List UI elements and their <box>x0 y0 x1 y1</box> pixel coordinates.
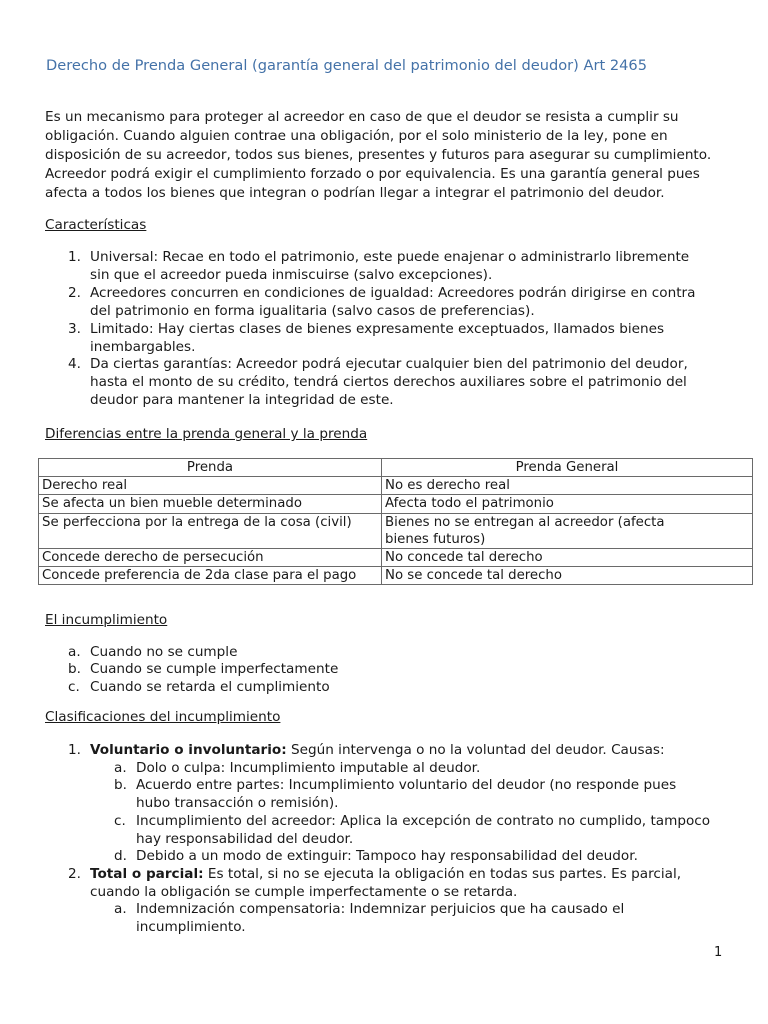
list-item <box>68 661 735 678</box>
caracteristicas-title: Características <box>45 217 147 233</box>
list-item-text: Cuando se retarda el cumplimiento <box>90 678 330 695</box>
list-marker: 2. <box>68 865 81 882</box>
list-item-text: Indemnización compensatoria: Indemnizar perjuicios que ha causado el incumplimiento. <box>136 901 625 936</box>
list-item-text: Acuerdo entre partes: Incumplimiento voluntario del deudor (no responde pues hubo transacción o remisión). <box>136 777 677 812</box>
caracteristicas-list <box>68 249 735 410</box>
list-marker: b. <box>114 777 127 794</box>
list-item <box>68 865 735 937</box>
diferencias-title: Diferencias entre la prenda general y la prenda <box>45 426 368 442</box>
list-item-text: Limitado: Hay ciertas clases de bienes expresamente exceptuados, llamados bienes inembargables. <box>90 320 665 355</box>
list-item-text: Cuando se cumple imperfectamente <box>90 661 339 678</box>
sub-list-item <box>114 901 735 936</box>
list-marker: 4. <box>68 356 81 373</box>
list-item-bold-label: Total o parcial: <box>90 865 204 882</box>
table-row <box>39 567 753 585</box>
list-item-text: Según intervenga o no la voluntad del deudor. Causas: <box>286 742 665 758</box>
list-marker: a. <box>114 759 127 776</box>
list-item-text: Da ciertas garantías: Acreedor podrá ejecutar cualquier bien del patrimonio del deudor, hasta el monto de su crédito, tendrá ciertos derechos auxiliares sobre el patrimonio del deudor para mantener la integridad de este. <box>90 356 688 409</box>
list-item <box>68 320 735 357</box>
page-number: 1 <box>714 945 723 960</box>
table-cell: Concede preferencia de 2da clase para el pago <box>39 567 382 585</box>
table-cell: No es derecho real <box>382 477 753 495</box>
list-item-text: Universal: Recae en todo el patrimonio, este puede enajenar o administrarlo libremente sin que el acreedor pueda inmiscuirse (salvo excepciones). <box>90 249 690 283</box>
table-header-row <box>39 459 753 477</box>
table-cell: Concede derecho de persecución <box>39 549 382 567</box>
table-row <box>39 495 753 513</box>
list-item <box>68 249 735 285</box>
sub-list-item <box>114 777 735 812</box>
list-item <box>68 644 735 661</box>
list-item-text: Dolo o culpa: Incumplimiento imputable al deudor. <box>136 759 481 776</box>
list-item-text: Cuando no se cumple <box>90 644 238 660</box>
list-marker: d. <box>114 848 127 865</box>
list-marker: a. <box>68 644 81 660</box>
table-cell: Se afecta un bien mueble determinado <box>39 495 382 513</box>
list-marker: b. <box>68 661 81 678</box>
list-item-text: Acreedores concurren en condiciones de igualdad: Acreedores podrán dirigirse en contra del patrimonio en forma igualitaria (salvo casos de preferencias). <box>90 284 696 319</box>
table-row <box>39 513 753 548</box>
list-item-text: Debido a un modo de extinguir: Tampoco hay responsabilidad del deudor. <box>136 848 638 865</box>
sub-list <box>90 901 735 936</box>
list-item-text: Incumplimiento del acreedor: Aplica la excepción de contrato no cumplido, tampoco hay responsabilidad del deudor. <box>136 812 711 847</box>
list-marker: c. <box>68 678 80 695</box>
document-heading: Derecho de Prenda General (garantía general del patrimonio del deudor) Art 2465 <box>46 57 647 74</box>
intro-paragraph: Es un mecanismo para proteger al acreedor en caso de que el deudor se resista a cumplir su obligación. Cuando alguien contrae una obligación, por el solo ministerio de la ley, pone en disposición de su acreedor, todos sus bienes, presentes y futuros para asegurar su cumplimiento. Acreedor podrá exigir el cumplimiento forzado o por equivalencia. Es una garantía general pues afecta a todos los bienes que integran o podrían llegar a integrar el patrimonio del deudor. <box>45 109 712 202</box>
incumplimiento-list <box>68 644 735 696</box>
clasificaciones-title: Clasificaciones del incumplimiento <box>45 709 281 725</box>
table-cell: No se concede tal derecho <box>382 567 753 585</box>
sub-list <box>90 760 735 866</box>
sub-list-item <box>114 848 735 866</box>
sub-list-item <box>114 812 735 848</box>
incumplimiento-title: El incumplimiento <box>45 612 168 628</box>
table-cell: Se perfecciona por la entrega de la cosa (civil) <box>39 513 382 548</box>
comparison-table <box>38 458 753 585</box>
table-header-cell: Prenda <box>39 459 382 477</box>
list-item-bold-label: Voluntario o involuntario: <box>90 742 287 758</box>
list-item <box>68 356 735 410</box>
table-header-cell: Prenda General <box>382 459 753 477</box>
list-item-text: Es total, si no se ejecuta la obligación en todas sus partes. Es parcial, cuando la obligación se cumple imperfectamente o se retarda. <box>90 865 682 900</box>
list-marker: c. <box>114 812 126 829</box>
table-row <box>39 549 753 567</box>
table-cell: Bienes no se entregan al acreedor (afecta bienes futuros) <box>382 513 753 548</box>
table-cell: Afecta todo el patrimonio <box>382 495 753 513</box>
list-marker: 1. <box>68 742 81 758</box>
list-item <box>68 742 735 866</box>
list-item <box>68 678 735 696</box>
list-marker: 3. <box>68 320 81 337</box>
table-row <box>39 477 753 495</box>
clasificaciones-list <box>68 742 735 937</box>
list-marker: 1. <box>68 249 81 265</box>
list-marker: a. <box>114 901 127 918</box>
list-item <box>68 284 735 321</box>
list-marker: 2. <box>68 284 81 301</box>
table-cell: No concede tal derecho <box>382 549 753 567</box>
sub-list-item <box>114 759 735 778</box>
table-cell: Derecho real <box>39 477 382 495</box>
